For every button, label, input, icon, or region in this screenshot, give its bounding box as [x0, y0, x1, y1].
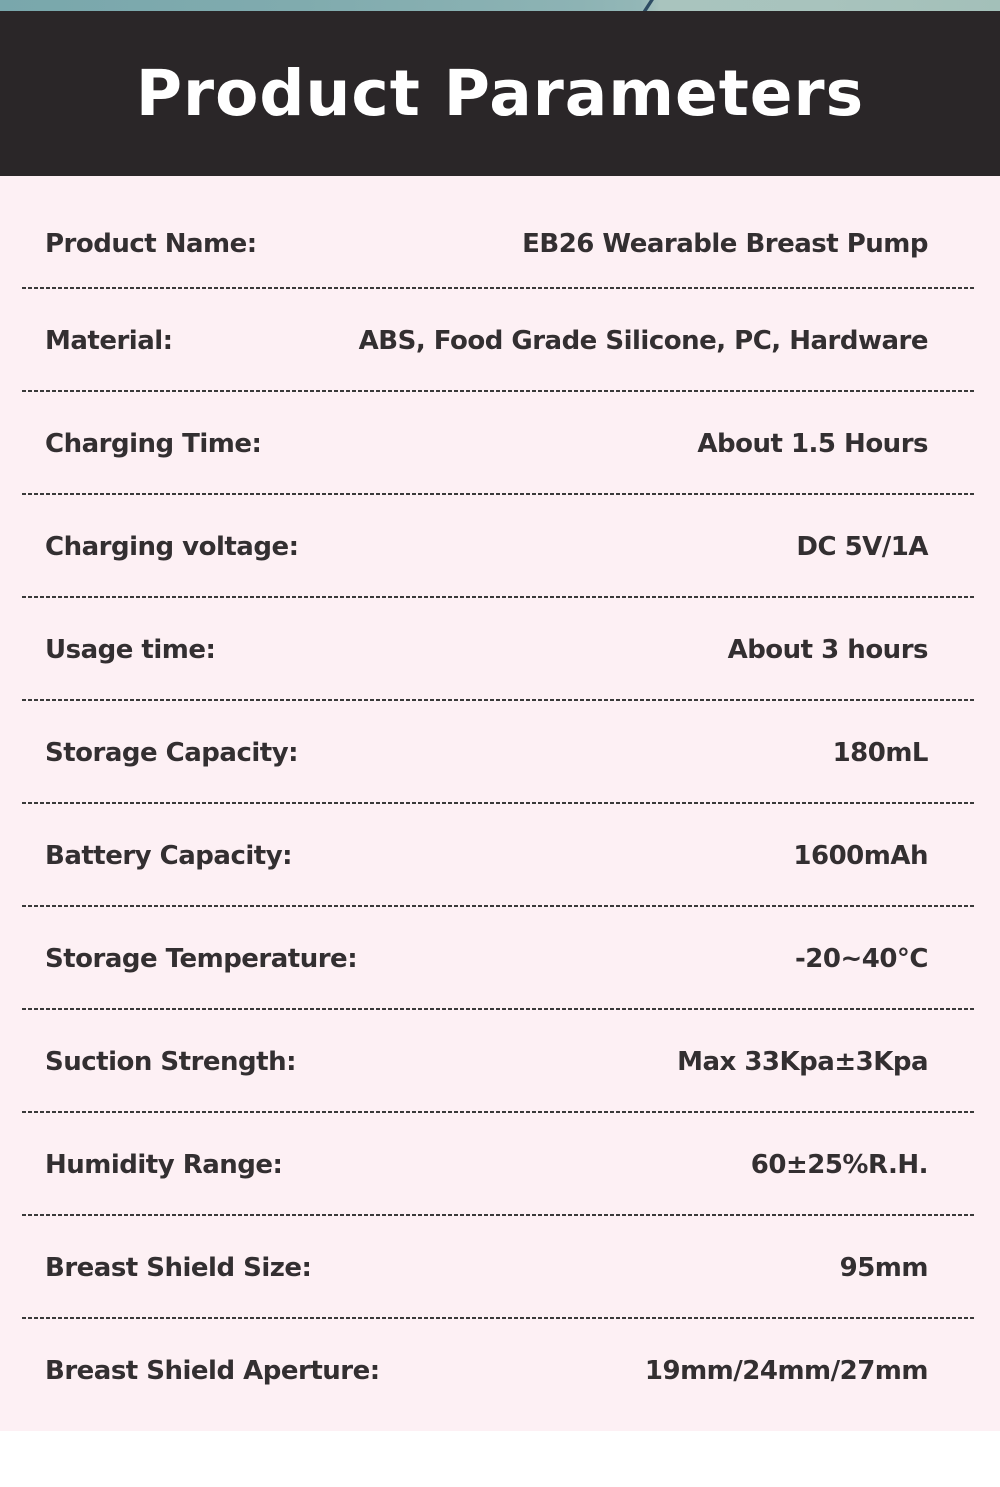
spec-value: EB26 Wearable Breast Pump — [522, 228, 928, 259]
spec-row — [0, 1113, 1000, 1216]
spec-row — [0, 701, 1000, 804]
spec-row — [0, 598, 1000, 701]
spec-label: Suction Strength: — [45, 1046, 296, 1077]
spec-label: Storage Capacity: — [45, 737, 299, 768]
spec-value: 180mL — [832, 737, 928, 768]
spec-label: Product Name: — [45, 228, 257, 259]
top-photo-strip — [0, 0, 1000, 11]
strip-diagonal-divider — [640, 0, 656, 11]
spec-value: Max 33Kpa±3Kpa — [677, 1046, 928, 1077]
spec-row — [0, 1319, 1000, 1422]
spec-value: 1600mAh — [793, 840, 928, 871]
spec-label: Charging Time: — [45, 428, 262, 459]
spec-label: Material: — [45, 325, 173, 356]
spec-value: About 1.5 Hours — [697, 428, 928, 459]
spec-label: Breast Shield Aperture: — [45, 1355, 380, 1386]
spec-row — [0, 392, 1000, 495]
section-banner — [0, 11, 1000, 176]
spec-row — [0, 176, 1000, 289]
spec-row — [0, 1010, 1000, 1113]
spec-label: Usage time: — [45, 634, 216, 665]
spec-value: 95mm — [839, 1252, 928, 1283]
spec-value: 19mm/24mm/27mm — [644, 1355, 928, 1386]
spec-row — [0, 1216, 1000, 1319]
spec-value: 60±25%R.H. — [750, 1149, 928, 1180]
spec-label: Battery Capacity: — [45, 840, 293, 871]
spec-label: Storage Temperature: — [45, 943, 358, 974]
spec-value: About 3 hours — [727, 634, 928, 665]
spec-value: ABS, Food Grade Silicone, PC, Hardware — [358, 325, 928, 356]
spec-row — [0, 804, 1000, 907]
section-title: Product Parameters — [135, 57, 865, 130]
bottom-spacer — [0, 1431, 1000, 1487]
spec-value: -20~40°C — [794, 943, 928, 974]
spec-label: Humidity Range: — [45, 1149, 283, 1180]
spec-row — [0, 907, 1000, 1010]
spec-label: Breast Shield Size: — [45, 1252, 312, 1283]
spec-label: Charging voltage: — [45, 531, 299, 562]
spec-row — [0, 495, 1000, 598]
spec-value: DC 5V/1A — [796, 531, 928, 562]
spec-row — [0, 289, 1000, 392]
spec-table — [0, 176, 1000, 1431]
